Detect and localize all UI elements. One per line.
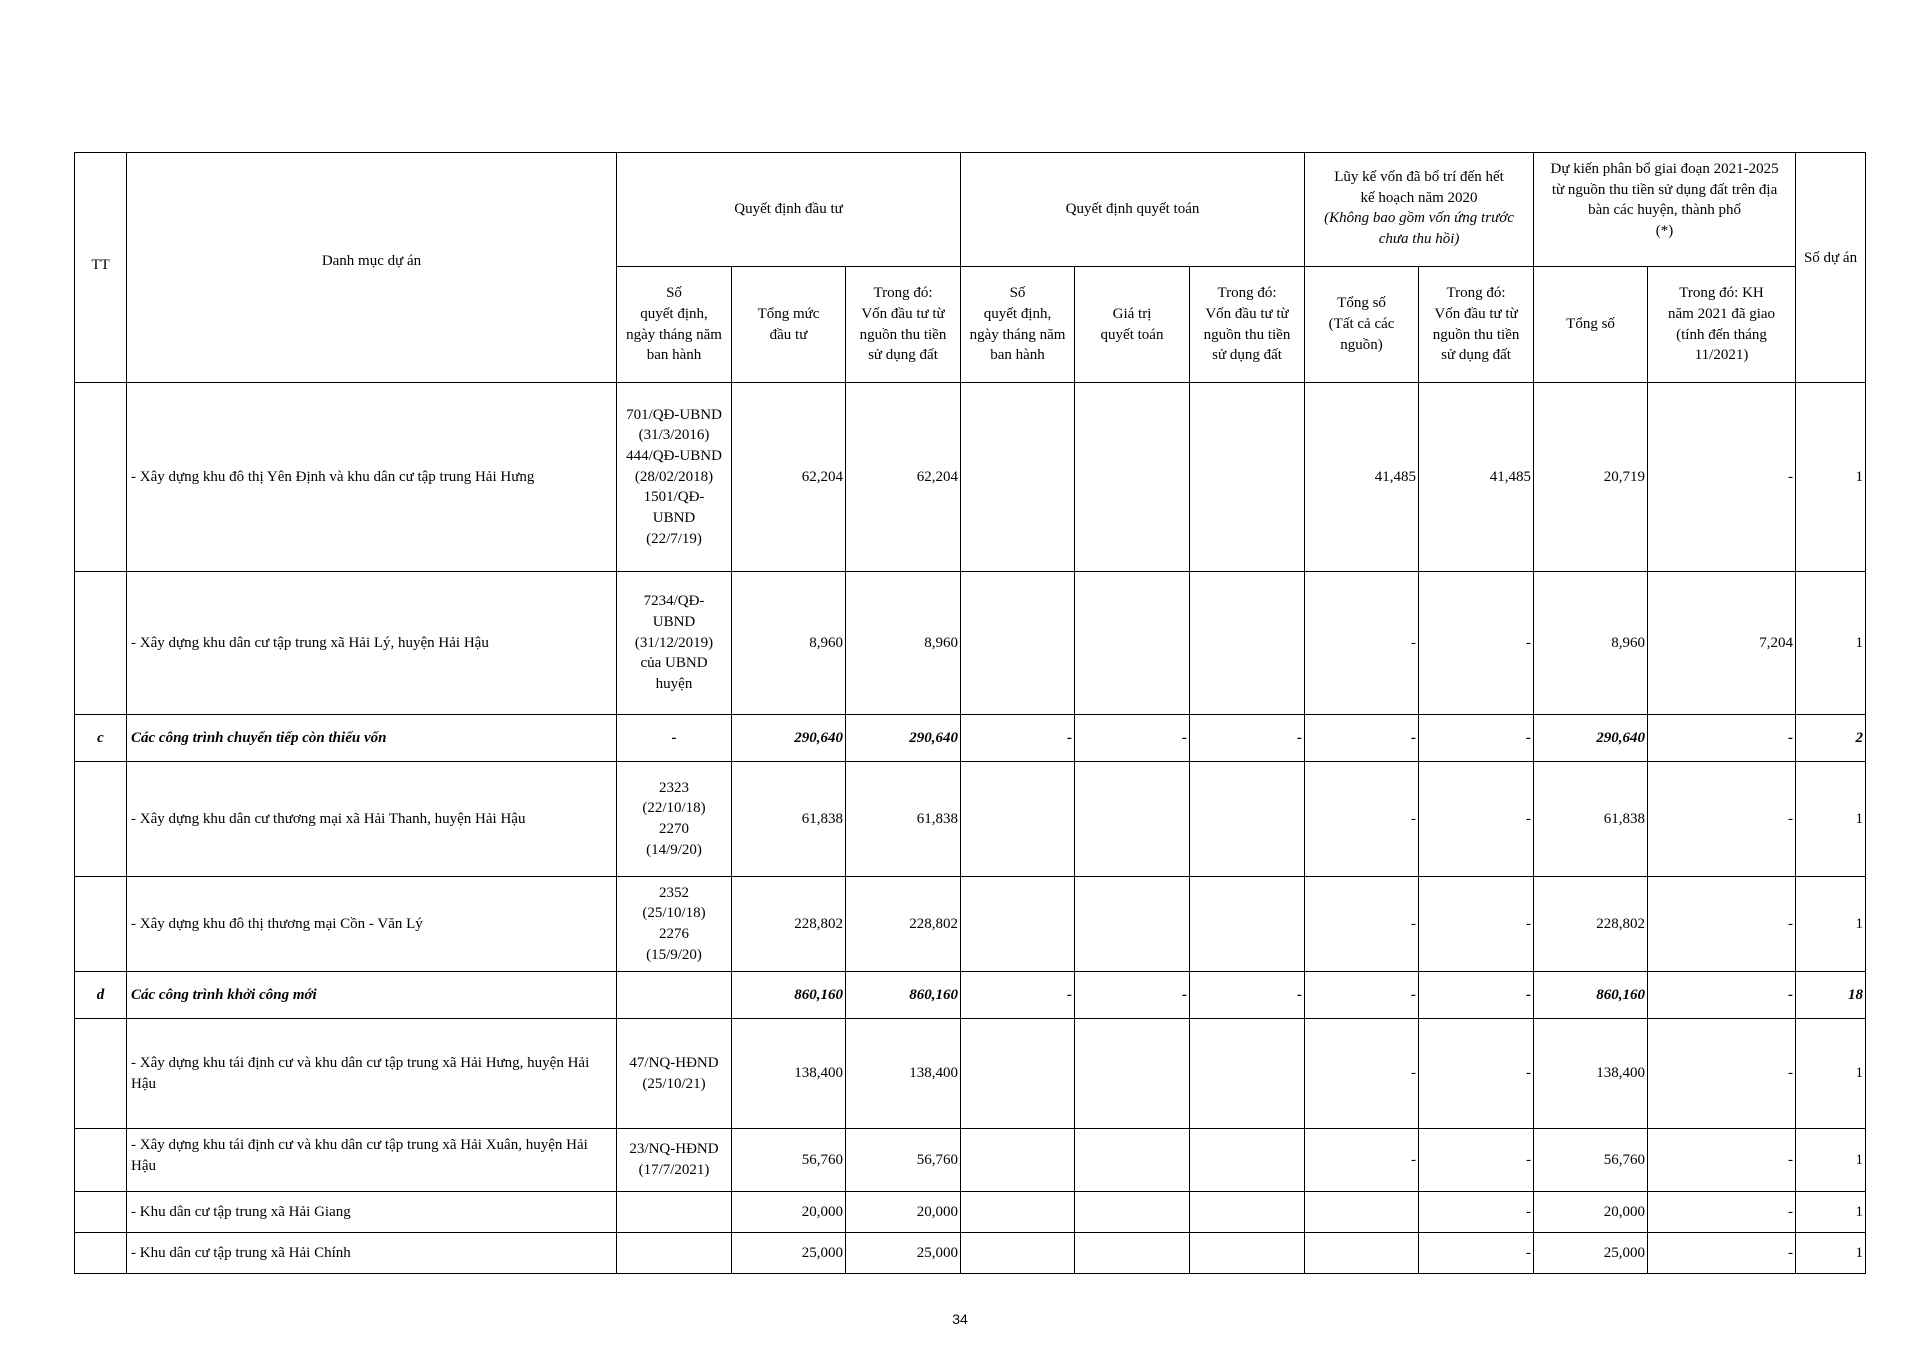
cell-group-name: Các công trình chuyển tiếp còn thiếu vốn: [127, 715, 617, 762]
cell-accumulated-total: [1305, 1233, 1419, 1274]
cell-settlement-number: [961, 1019, 1075, 1129]
cell-settlement-value: [1075, 762, 1190, 877]
cell-tt: [75, 1019, 127, 1129]
cell-land-capital: 62,204: [846, 383, 961, 572]
cell-accumulated-land-capital: -: [1419, 762, 1534, 877]
cell-planned-total: 290,640: [1534, 715, 1648, 762]
header-settlement-decision: Quyết định quyết toán: [961, 153, 1305, 267]
cell-accumulated-land-capital: -: [1419, 972, 1534, 1019]
cell-project-count: 1: [1796, 572, 1866, 715]
cell-planned-2021: -: [1648, 1192, 1796, 1233]
header-tt: TT: [75, 153, 127, 383]
header-accumulated-land-capital: Trong đó: Vốn đầu tư từ nguồn thu tiền sử dụng đất: [1419, 267, 1534, 383]
cell-planned-2021: -: [1648, 877, 1796, 972]
cell-tt: c: [75, 715, 127, 762]
cell-settlement-number: -: [961, 972, 1075, 1019]
cell-accumulated-land-capital: -: [1419, 715, 1534, 762]
cell-project-name: - Xây dựng khu dân cư thương mại xã Hải Thanh, huyện Hải Hậu: [127, 762, 617, 877]
cell-total-investment: 61,838: [732, 762, 846, 877]
header-planned-allocation: Dự kiến phân bổ giai đoạn 2021-2025 từ nguồn thu tiền sử dụng đất trên địa bàn các huyện, thành phố (*): [1534, 153, 1796, 267]
cell-tt: [75, 1129, 127, 1192]
cell-settlement-number: [961, 1129, 1075, 1192]
cell-settlement-land-capital: [1190, 877, 1305, 972]
cell-planned-total: 20,719: [1534, 383, 1648, 572]
cell-accumulated-total: -: [1305, 972, 1419, 1019]
cell-planned-2021: -: [1648, 762, 1796, 877]
header-settlement-number: Số quyết định, ngày tháng năm ban hành: [961, 267, 1075, 383]
cell-planned-2021: -: [1648, 1019, 1796, 1129]
cell-decision: [617, 1192, 732, 1233]
cell-planned-total: 138,400: [1534, 1019, 1648, 1129]
cell-decision: 2352 (25/10/18) 2276 (15/9/20): [617, 877, 732, 972]
cell-decision: 2323 (22/10/18) 2270 (14/9/20): [617, 762, 732, 877]
cell-planned-2021: 7,204: [1648, 572, 1796, 715]
cell-total-investment: 228,802: [732, 877, 846, 972]
cell-settlement-value: [1075, 877, 1190, 972]
cell-project-name: - Xây dựng khu tái định cư và khu dân cư tập trung xã Hải Hưng, huyện Hải Hậu: [127, 1019, 617, 1129]
cell-project-count: 18: [1796, 972, 1866, 1019]
cell-land-capital: 25,000: [846, 1233, 961, 1274]
cell-total-investment: 56,760: [732, 1129, 846, 1192]
cell-accumulated-land-capital: -: [1419, 1019, 1534, 1129]
cell-project-name: - Khu dân cư tập trung xã Hải Chính: [127, 1233, 617, 1274]
cell-accumulated-total: [1305, 1192, 1419, 1233]
cell-decision: [617, 972, 732, 1019]
cell-settlement-value: [1075, 572, 1190, 715]
cell-accumulated-total: 41,485: [1305, 383, 1419, 572]
cell-planned-2021: -: [1648, 383, 1796, 572]
cell-project-count: 1: [1796, 1233, 1866, 1274]
table-row: [75, 1129, 1866, 1192]
cell-decision: 7234/QĐ- UBND (31/12/2019) của UBND huyện: [617, 572, 732, 715]
cell-planned-2021: -: [1648, 972, 1796, 1019]
cell-tt: [75, 383, 127, 572]
cell-land-capital: 138,400: [846, 1019, 961, 1129]
cell-project-count: 1: [1796, 1192, 1866, 1233]
cell-tt: d: [75, 972, 127, 1019]
cell-accumulated-total: -: [1305, 1129, 1419, 1192]
table-row: [75, 572, 1866, 715]
cell-settlement-value: -: [1075, 715, 1190, 762]
group-row-c: [75, 715, 1866, 762]
header-total-investment: Tổng mức đầu tư: [732, 267, 846, 383]
cell-planned-2021: -: [1648, 1129, 1796, 1192]
table-row: [75, 762, 1866, 877]
cell-settlement-land-capital: -: [1190, 715, 1305, 762]
cell-tt: [75, 572, 127, 715]
cell-total-investment: 20,000: [732, 1192, 846, 1233]
header-accumulated-note: (Không bao gồm vốn ứng trước chưa thu hồi): [1324, 210, 1514, 248]
header-decision-number: Số quyết định, ngày tháng năm ban hành: [617, 267, 732, 383]
cell-accumulated-land-capital: -: [1419, 1192, 1534, 1233]
cell-accumulated-land-capital: -: [1419, 1233, 1534, 1274]
cell-group-name: Các công trình khởi công mới: [127, 972, 617, 1019]
cell-land-capital: 56,760: [846, 1129, 961, 1192]
cell-project-count: 1: [1796, 877, 1866, 972]
cell-settlement-land-capital: [1190, 1233, 1305, 1274]
cell-accumulated-total: -: [1305, 572, 1419, 715]
cell-land-capital: 61,838: [846, 762, 961, 877]
cell-settlement-number: [961, 383, 1075, 572]
cell-tt: [75, 762, 127, 877]
cell-settlement-value: [1075, 383, 1190, 572]
cell-settlement-number: -: [961, 715, 1075, 762]
cell-accumulated-land-capital: -: [1419, 572, 1534, 715]
cell-planned-total: 860,160: [1534, 972, 1648, 1019]
cell-settlement-number: [961, 762, 1075, 877]
cell-planned-total: 8,960: [1534, 572, 1648, 715]
cell-land-capital: 228,802: [846, 877, 961, 972]
cell-planned-total: 20,000: [1534, 1192, 1648, 1233]
header-project-count: Số dự án: [1796, 153, 1866, 383]
cell-project-name: - Xây dựng khu dân cư tập trung xã Hải Lý, huyện Hải Hậu: [127, 572, 617, 715]
header-row-1: [75, 153, 1866, 267]
cell-planned-total: 228,802: [1534, 877, 1648, 972]
table-row: [75, 383, 1866, 572]
cell-decision: 23/NQ-HĐND (17/7/2021): [617, 1129, 732, 1192]
cell-settlement-land-capital: [1190, 762, 1305, 877]
cell-total-investment: 860,160: [732, 972, 846, 1019]
cell-land-capital: 20,000: [846, 1192, 961, 1233]
cell-accumulated-total: -: [1305, 715, 1419, 762]
cell-settlement-number: [961, 572, 1075, 715]
cell-planned-total: 56,760: [1534, 1129, 1648, 1192]
header-accumulated-total: Tổng số (Tất cả các nguồn): [1305, 267, 1419, 383]
cell-decision: -: [617, 715, 732, 762]
cell-settlement-value: -: [1075, 972, 1190, 1019]
cell-settlement-land-capital: -: [1190, 972, 1305, 1019]
cell-settlement-number: [961, 877, 1075, 972]
cell-total-investment: 290,640: [732, 715, 846, 762]
cell-project-name: - Khu dân cư tập trung xã Hải Giang: [127, 1192, 617, 1233]
header-planned-total: Tổng số: [1534, 267, 1648, 383]
cell-project-name: - Xây dựng khu đô thị Yên Định và khu dân cư tập trung Hải Hưng: [127, 383, 617, 572]
cell-settlement-land-capital: [1190, 572, 1305, 715]
cell-settlement-value: [1075, 1233, 1190, 1274]
cell-decision: [617, 1233, 732, 1274]
cell-planned-2021: -: [1648, 715, 1796, 762]
cell-planned-total: 61,838: [1534, 762, 1648, 877]
page-number: 34: [952, 1311, 968, 1327]
cell-settlement-land-capital: [1190, 1019, 1305, 1129]
cell-settlement-value: [1075, 1192, 1190, 1233]
cell-accumulated-total: -: [1305, 1019, 1419, 1129]
header-planned-2021: Trong đó: KH năm 2021 đã giao (tính đến tháng 11/2021): [1648, 267, 1796, 383]
cell-settlement-land-capital: [1190, 383, 1305, 572]
table-row: [75, 1019, 1866, 1129]
cell-total-investment: 62,204: [732, 383, 846, 572]
cell-decision: 701/QĐ-UBND (31/3/2016) 444/QĐ-UBND (28/02/2018) 1501/QĐ- UBND (22/7/19): [617, 383, 732, 572]
cell-project-name: - Xây dựng khu đô thị thương mại Cồn - Văn Lý: [127, 877, 617, 972]
header-land-capital: Trong đó: Vốn đầu tư từ nguồn thu tiền sử dụng đất: [846, 267, 961, 383]
cell-project-name: - Xây dựng khu tái định cư và khu dân cư tập trung xã Hải Xuân, huyện Hải Hậu: [127, 1129, 617, 1192]
cell-settlement-land-capital: [1190, 1129, 1305, 1192]
cell-settlement-value: [1075, 1129, 1190, 1192]
cell-total-investment: 25,000: [732, 1233, 846, 1274]
header-project-list: Danh mục dự án: [127, 153, 617, 383]
cell-accumulated-total: -: [1305, 877, 1419, 972]
cell-project-count: 1: [1796, 762, 1866, 877]
cell-total-investment: 8,960: [732, 572, 846, 715]
cell-land-capital: 860,160: [846, 972, 961, 1019]
header-accumulated-title: Lũy kế vốn đã bố trí đến hết kế hoạch năm 2020: [1334, 169, 1504, 206]
table-row: [75, 1233, 1866, 1274]
cell-decision: 47/NQ-HĐND (25/10/21): [617, 1019, 732, 1129]
cell-planned-2021: -: [1648, 1233, 1796, 1274]
header-accumulated-capital: [1305, 153, 1534, 267]
header-investment-decision: Quyết định đầu tư: [617, 153, 961, 267]
header-settlement-land-capital: Trong đó: Vốn đầu tư từ nguồn thu tiền sử dụng đất: [1190, 267, 1305, 383]
cell-project-count: 2: [1796, 715, 1866, 762]
cell-land-capital: 8,960: [846, 572, 961, 715]
table-row: [75, 1192, 1866, 1233]
cell-settlement-number: [961, 1192, 1075, 1233]
cell-tt: [75, 1192, 127, 1233]
cell-project-count: 1: [1796, 1129, 1866, 1192]
investment-table: [74, 152, 1866, 1274]
cell-project-count: 1: [1796, 383, 1866, 572]
cell-total-investment: 138,400: [732, 1019, 846, 1129]
cell-settlement-land-capital: [1190, 1192, 1305, 1233]
cell-tt: [75, 1233, 127, 1274]
table-row: [75, 877, 1866, 972]
cell-accumulated-land-capital: -: [1419, 1129, 1534, 1192]
cell-accumulated-land-capital: 41,485: [1419, 383, 1534, 572]
cell-accumulated-total: -: [1305, 762, 1419, 877]
cell-project-count: 1: [1796, 1019, 1866, 1129]
cell-accumulated-land-capital: -: [1419, 877, 1534, 972]
cell-settlement-value: [1075, 1019, 1190, 1129]
group-row-d: [75, 972, 1866, 1019]
cell-tt: [75, 877, 127, 972]
cell-planned-total: 25,000: [1534, 1233, 1648, 1274]
header-settlement-value: Giá trị quyết toán: [1075, 267, 1190, 383]
cell-land-capital: 290,640: [846, 715, 961, 762]
cell-settlement-number: [961, 1233, 1075, 1274]
